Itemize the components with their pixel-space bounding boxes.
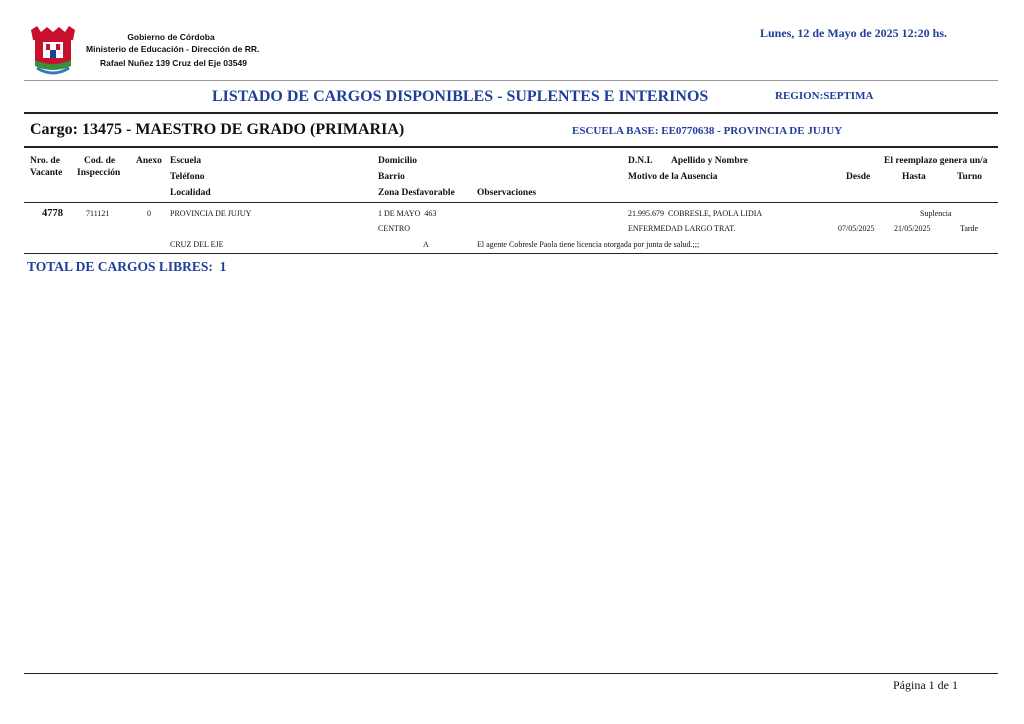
col-apellido: Apellido y Nombre <box>671 156 748 166</box>
cell-motivo: ENFERMEDAD LARGO TRAT. <box>628 224 736 233</box>
cell-tipo: Suplencia <box>920 209 952 218</box>
col-observaciones: Observaciones <box>477 188 537 198</box>
col-dni: D.N.I. <box>628 156 653 166</box>
col-barrio: Barrio <box>378 172 405 182</box>
escuela-base: ESCUELA BASE: EE0770638 - PROVINCIA DE JUJUY <box>572 125 843 137</box>
cell-hasta: 21/05/2025 <box>894 224 931 233</box>
col-cod-1: Cod. de <box>84 156 116 166</box>
col-localidad: Localidad <box>170 188 211 198</box>
cell-barrio: CENTRO <box>378 224 410 233</box>
cordoba-coat-of-arms-icon <box>27 24 79 78</box>
col-zona: Zona Desfavorable <box>378 188 455 198</box>
org-address: Rafael Nuñez 139 Cruz del Eje 03549 <box>100 58 247 68</box>
col-motivo: Motivo de la Ausencia <box>628 172 718 182</box>
title-divider <box>24 112 998 114</box>
cargo-divider <box>24 146 998 148</box>
col-domicilio: Domicilio <box>378 156 418 166</box>
col-anexo: Anexo <box>136 156 162 166</box>
cell-localidad: CRUZ DEL EJE <box>170 240 224 249</box>
col-nro-1: Nro. de <box>30 156 60 166</box>
col-cod-2: Inspección <box>77 168 121 178</box>
cell-zona: A <box>423 240 429 249</box>
row-divider <box>24 253 998 254</box>
header-row-divider <box>24 202 998 203</box>
col-turno: Turno <box>957 172 982 182</box>
cell-escuela: PROVINCIA DE JUJUY <box>170 209 252 218</box>
cell-domicilio: 1 DE MAYO 463 <box>378 209 437 218</box>
cell-anexo: 0 <box>147 209 151 218</box>
cell-nro: 4778 <box>42 208 63 219</box>
footer-divider <box>24 673 998 674</box>
col-escuela: Escuela <box>170 156 202 166</box>
col-nro-2: Vacante <box>30 168 63 178</box>
cell-turno: Tarde <box>960 224 979 233</box>
header-divider <box>24 80 998 81</box>
org-name: Gobierno de Córdoba <box>127 32 215 42</box>
page-number: Página 1 de 1 <box>893 678 958 692</box>
report-datetime: Lunes, 12 de Mayo de 2025 12:20 hs. <box>760 26 948 40</box>
col-reemplazo: El reemplazo genera un/a <box>884 156 988 166</box>
cell-observaciones: El agente Cobresle Paola tiene licencia otorgada por junta de salud.;;; <box>477 240 700 249</box>
cell-cod: 711121 <box>86 209 110 218</box>
col-desde: Desde <box>846 172 871 182</box>
total-cargos: TOTAL DE CARGOS LIBRES: 1 <box>27 259 227 274</box>
region-label: REGION:SEPTIMA <box>775 90 874 102</box>
col-telefono: Teléfono <box>170 172 205 182</box>
cell-desde: 07/05/2025 <box>838 224 875 233</box>
cargo-label: Cargo: 13475 - MAESTRO DE GRADO (PRIMARIA) <box>30 121 405 138</box>
report-title: LISTADO DE CARGOS DISPONIBLES - SUPLENTES E INTERINOS <box>212 88 709 105</box>
cell-dni-nombre: 21.995.679 COBRESLE, PAOLA LIDIA <box>628 209 763 218</box>
org-ministry: Ministerio de Educación - Dirección de RR. <box>86 44 260 54</box>
col-hasta: Hasta <box>902 172 926 182</box>
